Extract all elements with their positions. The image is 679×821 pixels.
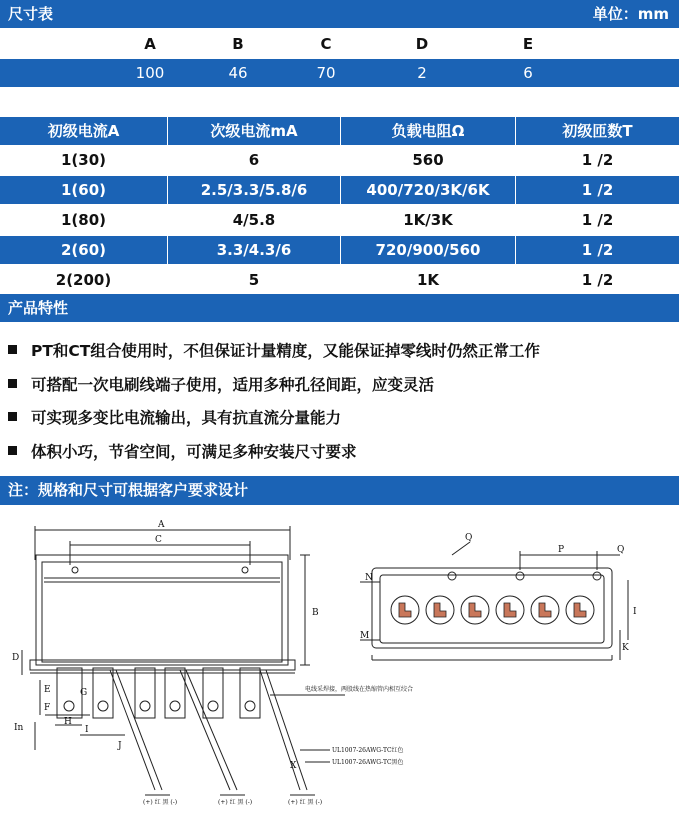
feature-item [8,440,357,462]
dim-i-label: I [85,725,89,735]
dim-i2-label: I [633,607,637,617]
cell-secondary: 2.5/3.3/5.8/6 [200,181,308,199]
cell-primary: 1(80) [60,211,107,229]
feature-item [8,339,540,361]
dim-label-d: D [415,35,429,53]
dim-in-label: In [14,723,24,733]
cell-resistance: 720/900/560 [375,241,481,259]
cell-primary: 2(60) [60,241,107,259]
cell-primary: 1(60) [60,181,107,199]
size-table-title: 尺寸表 [8,5,54,23]
cell-resistance: 560 [412,151,444,169]
dim-label-b: B [232,35,244,53]
dim-label-c: C [320,35,332,53]
cell-secondary: 5 [248,271,260,289]
dim-b-label: B [312,608,319,618]
polarity-label: (+) 红 黑 (-) [218,799,253,806]
cell-turns: 1 /2 [581,241,614,259]
dim-c-label: C [155,535,162,545]
features-header [0,294,679,322]
bullet-icon [8,446,17,455]
header-load-resistance: 负载电阻Ω [391,122,465,140]
dim-a-label: A [158,520,165,530]
cell-primary: 2(200) [55,271,112,289]
cell-resistance: 1K/3K [403,211,453,229]
feature-text: 可实现多变比电流输出，具有抗直流分量能力 [31,409,342,427]
feature-text: PT和CT组合使用时，不但保证计量精度，又能保证掉零线时仍然正常工作 [31,342,540,360]
dimension-values-row [0,59,679,87]
bullet-icon [8,412,17,421]
cell-turns: 1 /2 [581,181,614,199]
dim-k-label: K [622,643,629,653]
cell-secondary: 3.3/4.3/6 [216,241,292,259]
dim-n-label: N [365,573,373,583]
dim-label-e: E [522,35,534,53]
features-title: 产品特性 [8,299,69,317]
header-primary-turns: 初级匝数T [562,122,633,140]
feature-text: 体积小巧，节省空间，可满足多种安装尺寸要求 [31,443,357,461]
dim-e-label: E [44,685,51,695]
dim-m-label: M [360,631,370,641]
polarity-label: (+) 红 黑 (-) [143,799,178,806]
dim-d-label: D [12,653,20,663]
dim-value-b: 46 [228,64,248,82]
dim-x-label: X [290,761,297,771]
unit-label: 单位：mm [592,5,669,23]
table-row [0,206,679,234]
note-text: 注：规格和尺寸可根据客户要求设计 [8,481,249,499]
table-row [0,146,679,174]
dimension-labels-row [0,30,679,58]
table-row [0,176,679,204]
table-row [0,236,679,264]
wire-note: 电线采焊接，两股线在热缩管内相互绞合 [305,686,414,693]
bullet-icon [8,379,17,388]
dim-label-a: A [144,35,156,53]
dim-q2-label: Q [617,545,625,555]
cell-turns: 1 /2 [581,211,614,229]
table-row [0,266,679,294]
polarity-label: (+) 红 黑 (-) [288,799,323,806]
dim-value-a: 100 [135,64,165,82]
dim-p-label: P [558,545,565,555]
feature-item [8,406,341,428]
dim-g-label: G [80,688,88,698]
dim-value-d: 2 [417,64,427,82]
dim-value-c: 70 [316,64,336,82]
cell-resistance: 400/720/3K/6K [366,181,490,199]
wire-black-note: UL1007-26AWG-TC黑色 [332,759,404,766]
cell-secondary: 4/5.8 [232,211,276,229]
header-secondary-current: 次级电流mA [210,122,298,140]
dim-value-e: 6 [523,64,533,82]
cell-primary: 1(30) [60,151,107,169]
header-primary-current: 初级电流A [47,122,120,140]
feature-text: 可搭配一次电刷线端子使用，适用多种孔径间距，应变灵活 [31,376,435,394]
cell-secondary: 6 [248,151,260,169]
dim-f-label: F [44,703,51,713]
dim-q1-label: Q [465,533,473,543]
wire-red-note: UL1007-26AWG-TC红色 [332,747,404,754]
cell-resistance: 1K [416,271,440,289]
technical-drawing [0,510,679,821]
spec-table-header [0,117,679,145]
size-table-header [0,0,679,28]
feature-item [8,373,434,395]
bullet-icon [8,345,17,354]
cell-turns: 1 /2 [581,151,614,169]
dim-h-label: H [64,717,72,727]
note-bar [0,476,679,505]
cell-turns: 1 /2 [581,271,614,289]
dim-j-label: J [118,741,122,751]
